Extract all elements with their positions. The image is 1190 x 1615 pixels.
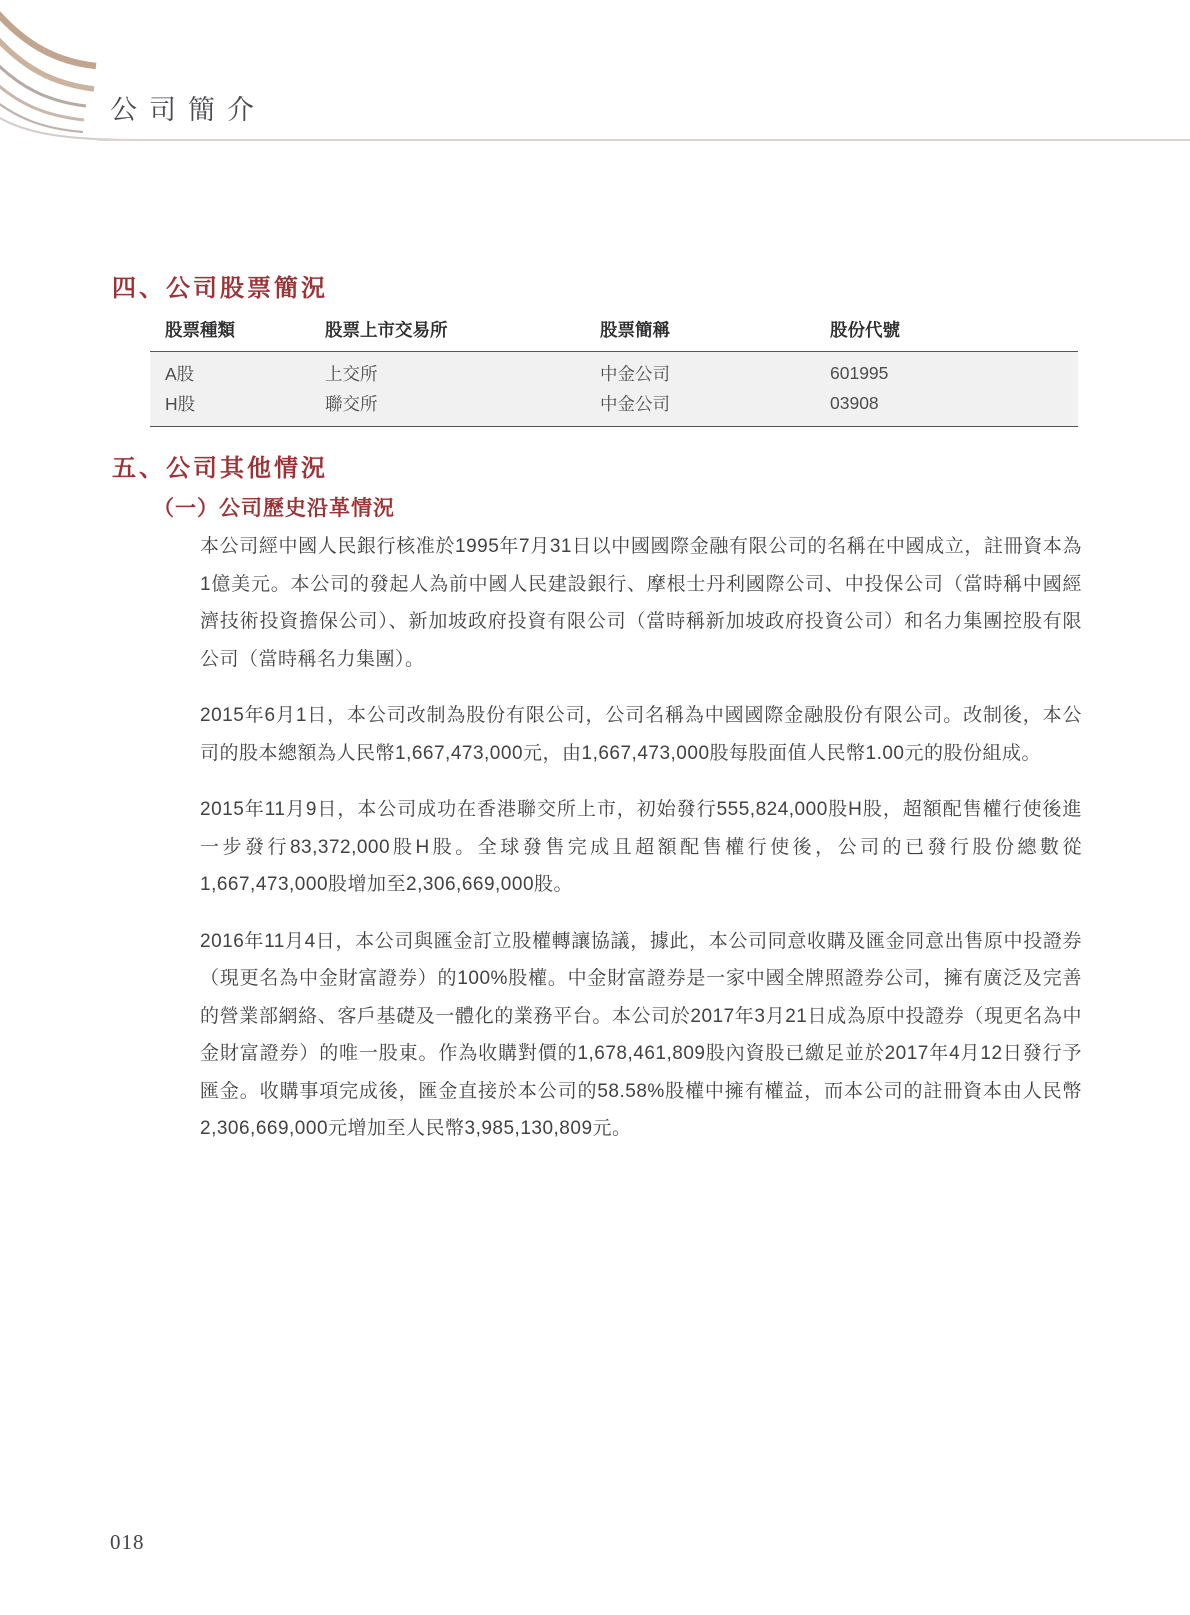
paragraph-restructuring-2015: 2015年6月1日，本公司改制為股份有限公司，公司名稱為中國國際金融股份有限公司。改制後，本公司的股本總額為人民幣1,667,473,000元，由1,667,473,000股每股面值人民幣1.00元的股份組成。	[200, 705, 1082, 764]
cell-short-name: 中金公司	[600, 363, 670, 384]
column-header-stock-type: 股票種類	[165, 320, 235, 340]
section4-heading: 四、公司股票簡況	[112, 275, 328, 302]
cell-stock-type: A股	[165, 363, 195, 384]
page-header-title: 公司簡介	[110, 95, 266, 125]
cell-exchange: 上交所	[325, 363, 378, 384]
cell-stock-code: 601995	[830, 362, 889, 383]
section5-heading: 五、公司其他情況	[112, 455, 328, 482]
stock-table-header-row	[150, 308, 1078, 352]
table-row	[150, 388, 1078, 418]
column-header-exchange: 股票上市交易所	[325, 320, 448, 340]
cell-stock-code: 03908	[830, 392, 879, 413]
cell-exchange: 聯交所	[325, 393, 378, 414]
stock-table	[150, 308, 1078, 427]
paragraph-acquisition-2016: 2016年11月4日，本公司與匯金訂立股權轉讓協議，據此，本公司同意收購及匯金同意出售原中投證券（現更名為中金財富證券）的100%股權。中金財富證券是一家中國全牌照證券公司，擁有廣泛及完善的營業部網絡、客戶基礎及一體化的業務平台。本公司於2017年3月21日成為原中投證券（現更名為中金財富證券）的唯一股東。作為收購對價的1,678,461,809股內資股已繳足並於2017年4月12日發行予匯金。收購事項完成後，匯金直接於本公司的58.58%股權中擁有權益，而本公司的註冊資本由人民幣2,306,669,000元增加至人民幣3,985,130,809元。	[200, 930, 1082, 1139]
subsection-history-heading: （一）公司歷史沿革情況	[153, 497, 395, 520]
stock-table-body	[150, 352, 1078, 427]
paragraph-founding: 本公司經中國人民銀行核准於1995年7月31日以中國國際金融有限公司的名稱在中國成立，註冊資本為1億美元。本公司的發起人為前中國人民建設銀行、摩根士丹利國際公司、中投保公司（當時稱中國經濟技術投資擔保公司）、新加坡政府投資有限公司（當時稱新加坡政府投資公司）和名力集團控股有限公司（當時稱名力集團）。	[200, 536, 1082, 670]
table-row	[150, 358, 1078, 388]
cell-short-name: 中金公司	[600, 393, 670, 414]
column-header-short-name: 股票簡稱	[600, 320, 670, 340]
page-number: 018	[110, 1530, 145, 1554]
history-paragraphs	[200, 528, 1082, 1167]
paragraph-hk-listing-2015: 2015年11月9日，本公司成功在香港聯交所上市，初始發行555,824,000股H股，超額配售權行使後進一步發行83,372,000股H股。全球發售完成且超額配售權行使後，公司的已發行股份總數從1,667,473,000股增加至2,306,669,000股。	[200, 799, 1082, 895]
column-header-stock-code: 股份代號	[830, 320, 900, 340]
header-divider-line	[98, 139, 1190, 141]
cell-stock-type: H股	[165, 393, 196, 414]
